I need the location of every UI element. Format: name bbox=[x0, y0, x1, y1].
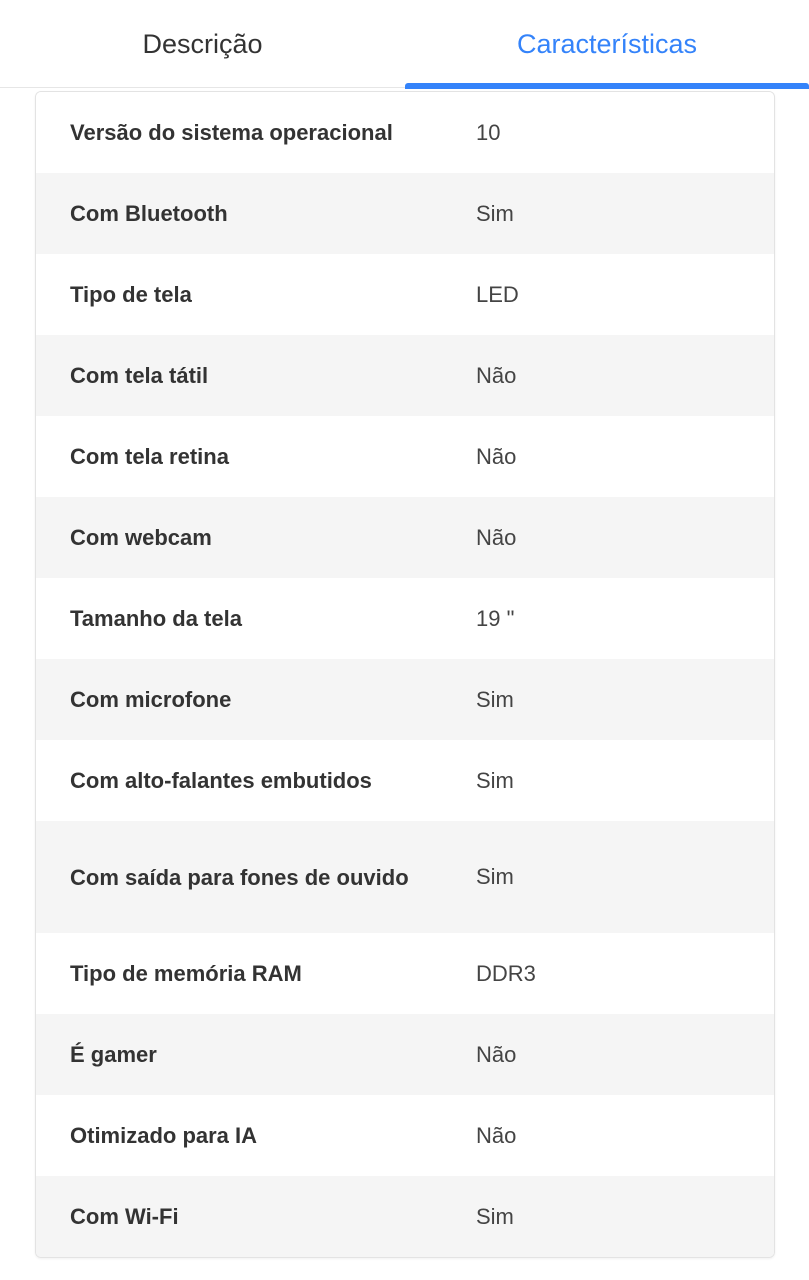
spec-value: 10 bbox=[476, 119, 501, 145]
tab-description[interactable]: Descrição bbox=[142, 28, 263, 59]
table-row bbox=[36, 416, 774, 497]
spec-label: Com Wi-Fi bbox=[70, 1204, 179, 1229]
spec-value: Sim bbox=[476, 686, 514, 712]
spec-label: Com microfone bbox=[70, 687, 232, 712]
spec-label: Com webcam bbox=[70, 525, 212, 550]
table-row bbox=[36, 1176, 774, 1257]
tab-bar bbox=[0, 0, 809, 88]
spec-label: Com tela tátil bbox=[70, 363, 209, 388]
table-row bbox=[36, 1095, 774, 1176]
table-row bbox=[36, 578, 774, 659]
table-row bbox=[36, 335, 774, 416]
table-row bbox=[36, 740, 774, 821]
table-row bbox=[36, 497, 774, 578]
spec-value: DDR3 bbox=[476, 960, 536, 986]
table-row bbox=[36, 933, 774, 1014]
spec-label: Tipo de memória RAM bbox=[70, 961, 302, 986]
table-row bbox=[36, 1014, 774, 1095]
spec-label: Com tela retina bbox=[70, 444, 229, 469]
spec-value: Sim bbox=[476, 864, 514, 889]
spec-label: Otimizado para IA bbox=[70, 1123, 258, 1148]
spec-value: 19 " bbox=[476, 605, 515, 631]
spec-value: Não bbox=[476, 362, 517, 388]
spec-label: É gamer bbox=[70, 1042, 157, 1067]
active-tab-indicator bbox=[405, 83, 809, 89]
table-row bbox=[36, 659, 774, 740]
spec-label: Com alto-falantes embutidos bbox=[70, 768, 372, 793]
spec-label: Com saída para fones de ouvido bbox=[70, 864, 409, 890]
spec-value: Não bbox=[476, 1122, 517, 1148]
spec-value: LED bbox=[476, 281, 519, 307]
spec-value: Não bbox=[476, 443, 517, 469]
table-row bbox=[36, 92, 774, 173]
spec-value: Não bbox=[476, 1041, 517, 1067]
spec-label: Tipo de tela bbox=[70, 282, 192, 307]
spec-label: Versão do sistema operacional bbox=[70, 120, 393, 145]
spec-value: Sim bbox=[476, 1203, 514, 1229]
tab-characteristics[interactable]: Características bbox=[516, 28, 698, 59]
spec-value: Não bbox=[476, 524, 517, 550]
spec-label: Tamanho da tela bbox=[70, 606, 242, 631]
table-row bbox=[36, 821, 774, 933]
table-row bbox=[36, 254, 774, 335]
spec-label: Com Bluetooth bbox=[70, 201, 228, 226]
table-row bbox=[36, 173, 774, 254]
spec-value: Sim bbox=[476, 200, 514, 226]
specs-table bbox=[35, 91, 775, 1258]
spec-value: Sim bbox=[476, 767, 514, 793]
